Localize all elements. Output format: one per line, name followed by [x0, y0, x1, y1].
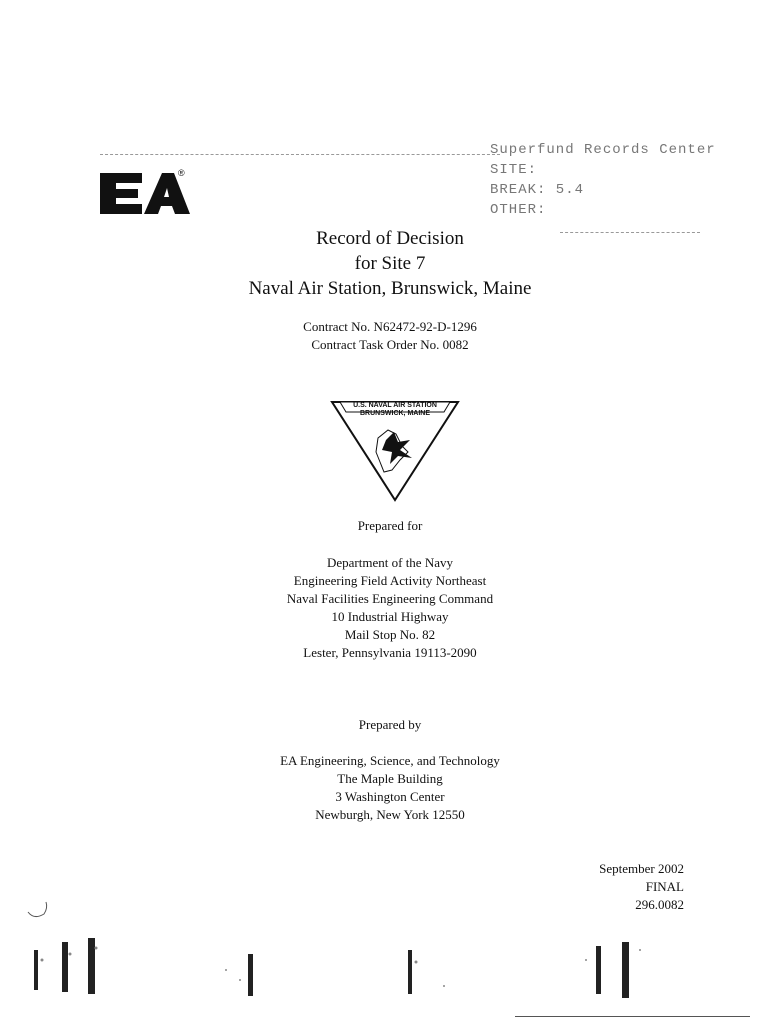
prepared-by-heading: Prepared by: [358, 717, 422, 732]
naval-air-station-emblem: [330, 400, 460, 502]
title-line-2: for Site 7: [354, 253, 426, 274]
prepared-by-address: [0, 752, 770, 824]
records-stamp: [490, 140, 760, 220]
document-number: 296.0082: [635, 897, 684, 912]
ea-logo: [98, 170, 198, 216]
prepared-by-line: The Maple Building: [337, 771, 443, 786]
registered-mark: ®: [178, 168, 185, 178]
scan-noise: [0, 890, 770, 1024]
scan-line-top: [100, 154, 500, 155]
prepared-for-line: 10 Industrial Highway: [331, 609, 449, 624]
document-status: FINAL: [645, 879, 684, 894]
contract-task-order: Contract Task Order No. 0082: [311, 337, 469, 352]
document-date: September 2002: [599, 861, 684, 876]
stamp-line-1: Superfund Records Center: [490, 142, 716, 158]
document-title: [0, 226, 770, 301]
emblem-line-2: BRUNSWICK, MAINE: [360, 410, 430, 417]
prepared-for-section: [0, 517, 770, 535]
emblem-text: [330, 402, 460, 418]
prepared-for-address: [0, 554, 770, 662]
stamp-line-2: SITE:: [490, 162, 538, 178]
prepared-by-line: 3 Washington Center: [335, 789, 445, 804]
prepared-by-section: [0, 716, 770, 734]
stamp-line-3: BREAK: 5.4: [490, 182, 585, 198]
prepared-by-line: EA Engineering, Science, and Technology: [280, 753, 500, 768]
title-line-1: Record of Decision: [316, 228, 464, 249]
prepared-for-heading: Prepared for: [357, 518, 423, 533]
prepared-for-line: Engineering Field Activity Northeast: [293, 573, 487, 588]
title-line-3: Naval Air Station, Brunswick, Maine: [248, 278, 532, 299]
contract-number: Contract No. N62472-92-D-1296: [303, 319, 477, 334]
contract-info: [0, 318, 770, 354]
scan-line-bottom: [515, 1016, 750, 1017]
prepared-by-line: Newburgh, New York 12550: [315, 807, 465, 822]
prepared-for-line: Department of the Navy: [327, 555, 453, 570]
emblem-line-1: U.S. NAVAL AIR STATION: [353, 402, 437, 409]
stamp-line-4: OTHER:: [490, 202, 547, 218]
prepared-for-line: Mail Stop No. 82: [344, 627, 436, 642]
prepared-for-line: Naval Facilities Engineering Command: [286, 591, 494, 606]
prepared-for-line: Lester, Pennsylvania 19113-2090: [303, 645, 477, 660]
